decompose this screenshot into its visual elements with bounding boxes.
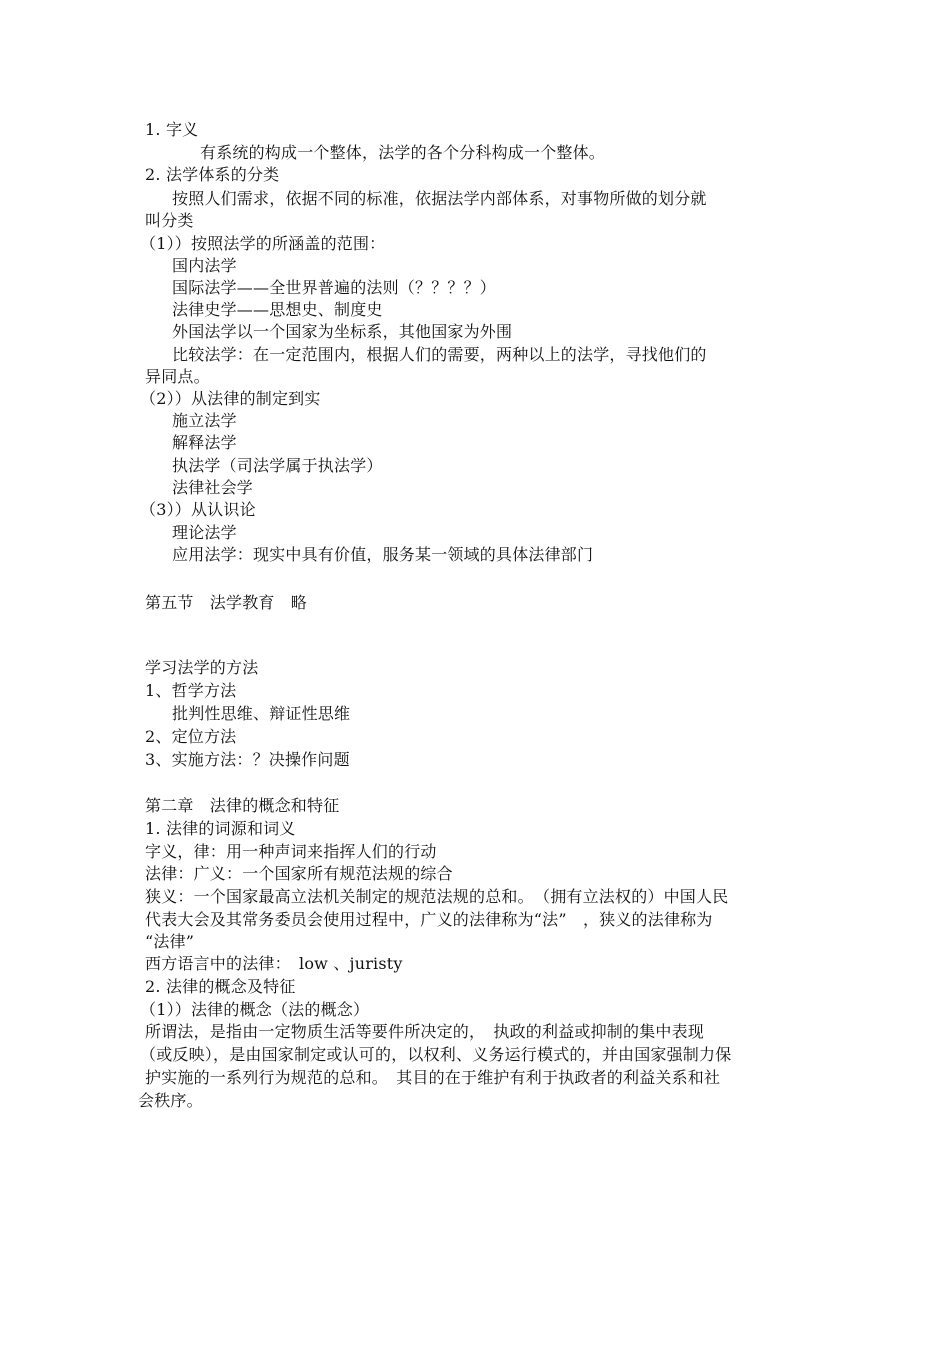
- paragraph: 西方语言中的法律： low 、juristy: [145, 954, 403, 973]
- heading: 1. 法律的词源和词义: [145, 819, 296, 838]
- list-item: 国内法学: [172, 256, 237, 275]
- list-item: 1、哲学方法: [145, 681, 237, 700]
- paragraph: 代表大会及其常务委员会使用过程中，广义的法律称为“法” ，狭义的法律称为: [145, 910, 713, 929]
- list-item: 应用法学：现实中具有价值，服务某一领域的具体法律部门: [172, 545, 594, 564]
- heading-classification: 2. 法学体系的分类: [145, 165, 280, 184]
- list-item: 国际法学——全世界普遍的法则（？？？？）: [172, 278, 497, 297]
- paragraph-cont: 叫分类: [145, 211, 194, 230]
- paragraph: 字义，律：用一种声词来指挥人们的行动: [145, 842, 437, 861]
- list-item: 3、实施方法：？决操作问题: [145, 750, 350, 769]
- list-item: 2、定位方法: [145, 727, 237, 746]
- list-item: 比较法学：在一定范围内，根据人们的需要，两种以上的法学，寻找他们的: [172, 345, 707, 364]
- paragraph: （或反映），是由国家制定或认可的，以权利、义务运行模式的，并由国家强制力保: [140, 1045, 732, 1064]
- heading: 2. 法律的概念及特征: [145, 977, 296, 996]
- list-item: 解释法学: [172, 433, 237, 452]
- list-heading: （1））按照法学的所涵盖的范围：: [140, 234, 386, 253]
- paragraph: 会秩序。: [138, 1091, 203, 1110]
- list-heading: （3））从认识论: [140, 500, 256, 519]
- paragraph: 所谓法，是指由一定物质生活等要件所决定的， 执政的利益或抑制的集中表现: [145, 1022, 705, 1041]
- list-item: 执法学（司法学属于执法学）: [172, 456, 383, 475]
- paragraph: 法律：广义：一个国家所有规范法规的综合: [145, 864, 453, 883]
- list-item: 外国法学以一个国家为坐标系，其他国家为外围: [172, 322, 513, 341]
- paragraph: “法律”: [145, 932, 195, 951]
- list-item: 法律史学——思想史、制度史: [172, 300, 383, 319]
- section-heading: 学习法学的方法: [145, 658, 259, 677]
- section-heading: 第五节 法学教育 略: [145, 593, 308, 612]
- list-heading: （1））法律的概念（法的概念）: [140, 1000, 370, 1019]
- list-item: 理论法学: [172, 523, 237, 542]
- chapter-heading: 第二章 法律的概念和特征: [145, 796, 340, 815]
- paragraph: 有系统的构成一个整体，法学的各个分科构成一个整体。: [200, 143, 606, 162]
- list-heading: （2））从法律的制定到实: [140, 389, 321, 408]
- list-item: 施立法学: [172, 411, 237, 430]
- list-item-cont: 异同点。: [145, 367, 210, 386]
- paragraph: 按照人们需求，依据不同的标准，依据法学内部体系，对事物所做的划分就: [172, 189, 707, 208]
- list-item: 批判性思维、辩证性思维: [172, 704, 351, 723]
- heading-zi-yi: 1. 字义: [145, 120, 199, 139]
- paragraph: 护实施的一系列行为规范的总和。 其目的在于维护有利于执政者的利益关系和社: [145, 1068, 721, 1087]
- paragraph: 狭义：一个国家最高立法机关制定的规范法规的总和。 （拥有立法权的）中国人民: [145, 887, 729, 906]
- list-item: 法律社会学: [172, 478, 254, 497]
